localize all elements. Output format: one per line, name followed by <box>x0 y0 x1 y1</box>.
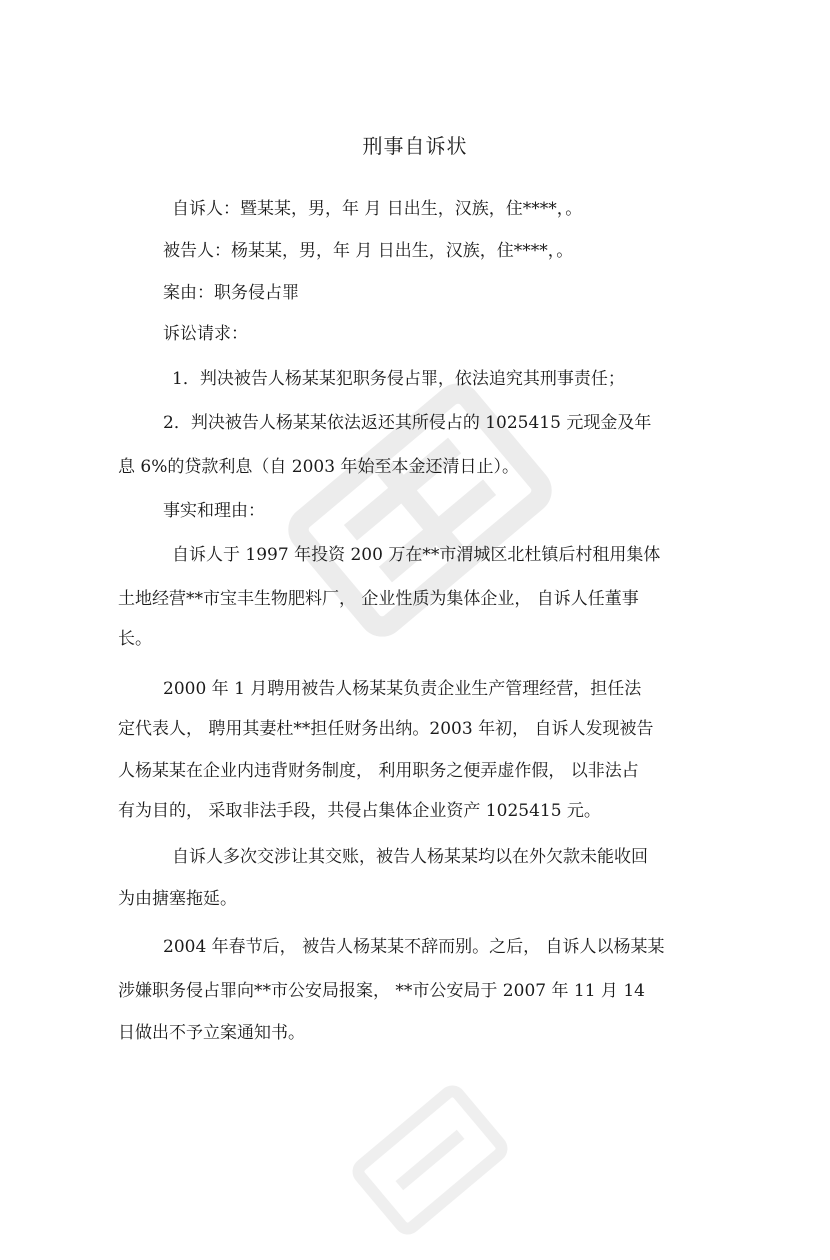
watermark-stamp-bottom <box>330 1060 530 1260</box>
paragraph-4-line-2: 涉嫌职务侵占罪向**市公安局报案， **市公安局于 2007 年 11 月 14 <box>118 981 645 1001</box>
cause-line: 案由：职务侵占罪 <box>163 283 299 303</box>
watermark-stamp <box>250 340 590 680</box>
paragraph-3-line-2: 为由搪塞拖延。 <box>118 889 237 909</box>
claim-2-line-2: 息 6%的贷款利息（自 2003 年始至本金还清日止）。 <box>118 457 519 477</box>
paragraph-2-line-4: 有为目的， 采取非法手段，共侵占集体企业资产 1025415 元。 <box>118 801 601 821</box>
paragraph-2-line-1: 2000 年 1 月聘用被告人杨某某负责企业生产管理经营，担任法 <box>163 679 642 699</box>
document-title: 刑事自诉状 <box>362 134 468 158</box>
plaintiff-line: 自诉人：暨某某，男，年 月 日出生，汉族，住****，。 <box>172 199 583 219</box>
defendant-line: 被告人：杨某某，男，年 月 日出生，汉族，住****，。 <box>163 241 574 261</box>
paragraph-2-line-2: 定代表人， 聘用其妻杜**担任财务出纳。2003 年初， 自诉人发现被告 <box>118 719 654 739</box>
paragraph-1-line-2: 土地经营**市宝丰生物肥料厂， 企业性质为集体企业， 自诉人任董事 <box>118 589 639 609</box>
claims-heading: 诉讼请求： <box>163 324 248 344</box>
facts-heading: 事实和理由： <box>163 501 265 521</box>
paragraph-1-line-3: 长。 <box>118 629 152 649</box>
claim-1: 1．判决被告人杨某某犯职务侵占罪，依法追究其刑事责任； <box>172 369 625 389</box>
paragraph-1-line-1: 自诉人于 1997 年投资 200 万在**市渭城区北杜镇后村租用集体 <box>172 545 661 565</box>
paragraph-4-line-1: 2004 年春节后， 被告人杨某某不辞而别。之后， 自诉人以杨某某 <box>163 937 665 957</box>
paragraph-2-line-3: 人杨某某在企业内违背财务制度， 利用职务之便弄虚作假， 以非法占 <box>118 761 639 781</box>
paragraph-4-line-3: 日做出不予立案通知书。 <box>118 1023 305 1043</box>
claim-2-line-1: 2．判决被告人杨某某依法返还其所侵占的 1025415 元现金及年 <box>163 413 652 433</box>
paragraph-3-line-1: 自诉人多次交涉让其交账，被告人杨某某均以在外欠款未能收回 <box>172 847 648 867</box>
